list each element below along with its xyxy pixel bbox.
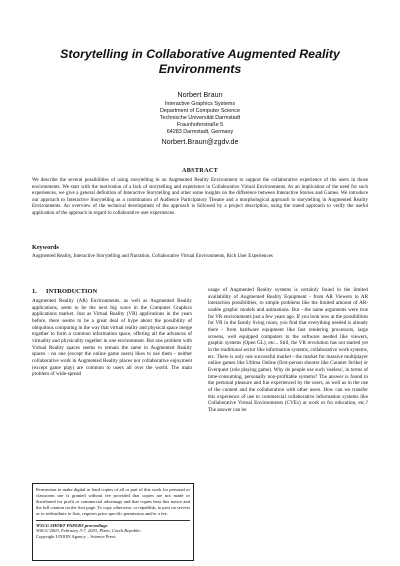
affiliation-line: Fraunhoferstraße 5: [176, 122, 224, 129]
author-email: Norbert.Braun@zgdv.de: [161, 137, 239, 147]
copyright-line: Copyright UNION Agency – Science Press: [36, 534, 116, 540]
section-number: 1.: [32, 288, 37, 295]
keywords-heading: Keywords: [32, 244, 59, 251]
section-title: INTRODUCTION: [46, 288, 98, 295]
left-column: [32, 287, 192, 378]
proceedings-line: WSCG'2003, February 3-7, 2003, Plzen, Czech Republic.: [36, 528, 142, 534]
section-heading: [32, 287, 192, 296]
permission-text: Permission to make digital or hard copies of all or part of this work for personal or classroom use is granted without fee provided that copies are not made or distributed for profit or commercial advantage and that copies bear this notice and the full citation on the first page. To copy otherwise, or republish, to post on servers or to redistribute to lists, requires prior specific permission and/or a fee.: [36, 487, 190, 516]
keywords-text: Augmented Reality, Interactive Storytelling and Narration, Collaborative Virtual Environments, Rich User Experiences: [32, 253, 273, 259]
affiliation-line: Department of Computer Science: [160, 108, 240, 115]
author-block: [80, 90, 320, 147]
affiliation-line: Interactive Graphics Systems: [164, 101, 236, 107]
permission-box: [32, 483, 194, 561]
intro-paragraph-right: usage of Augmented Reality systems is certainly found in the limited availability of Augmented Reality Equipment - from AR Viewers to AR interaction possibilities, to simple problems like the limited amount of AR-usable graphic models and animations. But - the same arguments were true for VR environments just a few years ago. If you look now at the possibilities for VR in the family living room, you find that everything needed is already there - from hardware equipment like fast rendering processors, large screens, well equipped computers to the software needed like viewers, graphic systems (Open GL), etc... Still, the VR revolution has not started yet in the traditional sector like information systems, collaborative work systems, etc. There is only one successful market - the market for massive multiplayer online games like Ultima Online (first-person shooter like Counter Strike) or Everquest (role playing game). Why do people use such 'useless', in terms of time-consuming, personally non-profitable systems? The answer is found in the personal pleasure and fun experienced by the users, as well as in the use of the content and the collaboration with other users. How can we transfer this experience of use to commercial collaborative information systems like Collaborative Virtual Environments (CVEs) at work or for education, etc.? The answer can be: [208, 287, 368, 413]
affiliation-line: Technische Universität Darmstadt: [159, 115, 241, 122]
proceedings-title: WSCG SHORT PAPERS proceedings: [36, 522, 108, 528]
abstract-heading: ABSTRACT: [181, 167, 219, 174]
intro-paragraph-left: Augmented Reality (AR) Environments, as well as Augmented Reality applications, seem to be the next big wave in the Computer Graphics applications market. Just as Virtual Reality (VR) applications in the years before, there seems to be a great deal of hype about the possibility of ubiquitous computing in the way that virtual reality and physical space merge together to form a common information space, offering all the advances of virtuality and physicality together in one environment. But one problem with Virtual Reality spaces seems to remain the same in Augmented Reality spaces - no one (except the online game users) likes to use them - neither collaborative work in Augmented Reality places nor collaborative enjoyment (except game play) are common to users all over the world. The main problem of wide-spread: [32, 298, 192, 378]
author-name: Norbert Braun: [177, 90, 223, 99]
right-column: [208, 287, 368, 413]
abstract-text: We describe the several possibilities of using storytelling in an Augmented Reality Environment to support the collaborative experience of the users in those environments. We start with the motivation of a lack of storytelling and experience in Collaborative Virtual Environments. As an implication of the need for such experiences, we give a general definition of Interactive Storytelling and other some insights on the difference between Interactive Stories and Games. We introduce our approach to Interactive Storytelling as a combination of Audience Participatory Theatre and a morphological approach to storytelling in Augmented Reality Environments. An overview of the technical development of the approach is followed by a project description, using the stated approach to verify the useful application of the approach in regard to collaborative user experiences.: [32, 177, 368, 216]
paper-title: Storytelling in Collaborative Augmented Reality Environments: [60, 47, 340, 76]
permission-divider: [36, 520, 190, 521]
affiliation-line: 64283 Darmstadt, Germany: [166, 129, 234, 136]
